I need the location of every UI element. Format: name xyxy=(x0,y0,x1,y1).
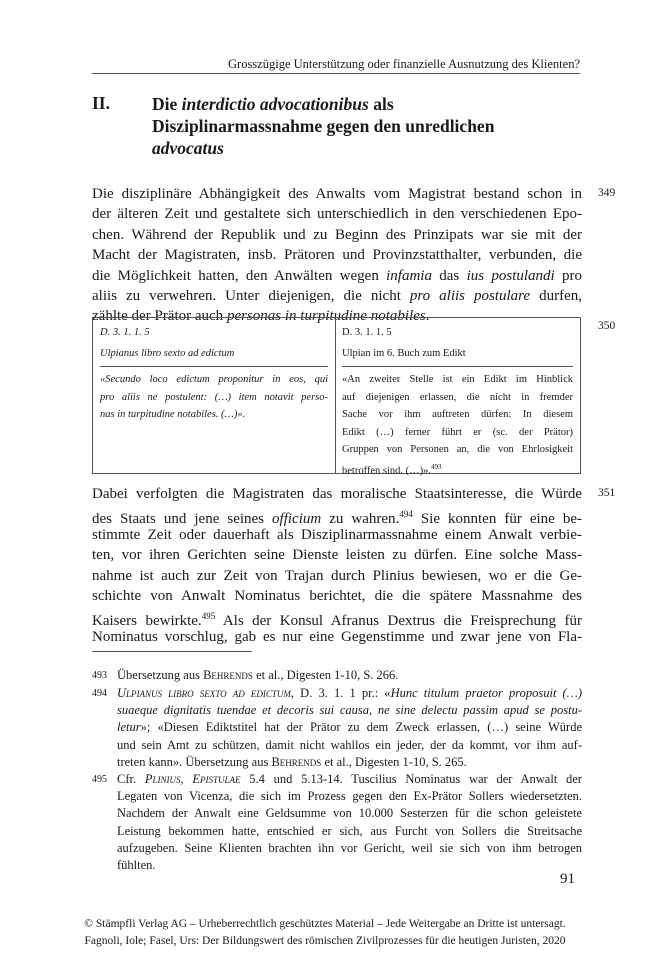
italic-term: officium xyxy=(272,511,322,528)
latin-quote: Hunc titulum praetor proposuit (…) xyxy=(390,686,582,700)
footnote-number: 495 xyxy=(92,774,107,785)
italic-term: infamia xyxy=(386,267,432,284)
section-title-part: Die xyxy=(152,94,182,114)
footnote-text: Nachdem der Anwalt eine Geldsumme von 10.000 Sesterzen für die schon geleistete xyxy=(117,806,582,821)
text-run: durfen, xyxy=(530,287,583,304)
footnote-text: 5.4 und 5.13-14. Tuscilius Nominatus war der Anwalt der xyxy=(240,772,582,786)
right-reference: D. 3. 1. 1. 5 xyxy=(342,327,392,338)
right-quote-line: Sache vor ihm auftreten dürfen: In diesem xyxy=(342,409,573,420)
table-right-cell xyxy=(342,324,573,480)
italic-term: personas in turpitudine notabiles xyxy=(226,308,426,325)
footnote-text: treten kann». Übersetzung aus xyxy=(117,754,272,769)
right-quote-line: «An zweiter Stelle ist ein Edikt im Hinblick xyxy=(342,374,573,385)
footnote-text: Cfr. xyxy=(117,772,145,786)
text-line: Die disziplinäre Abhängigkeit des Anwalts vom Magistrat bestand schon in xyxy=(92,186,582,202)
section-title-part: als xyxy=(368,94,394,114)
section-title-italic: advocatus xyxy=(152,138,224,158)
header-rule xyxy=(92,73,580,74)
source-name: Ulpianus libro sexto ad edictum xyxy=(117,686,291,700)
text-line xyxy=(92,606,583,630)
margin-number-349: 349 xyxy=(598,187,616,199)
footnote-text: fühlten. xyxy=(117,858,156,873)
text-line: der älteren Zeit und gestaltete sich unterschiedlich in den verschiedenen Epo- xyxy=(92,206,582,223)
section-title-line: Disziplinarmassnahme gegen den unredlichen xyxy=(152,116,495,136)
footnote-text: »; «Diesen Ediktstitel hat der Prätor zu dem Zweck erlassen, (…) seine Würde xyxy=(140,720,582,735)
footnote-number: 493 xyxy=(92,670,107,681)
footnote-text: , D. 3. 1. 1 pr.: « xyxy=(290,686,391,700)
text-run: pro xyxy=(554,267,582,284)
table-column-divider xyxy=(335,317,336,474)
italic-term: pro aliis postulare xyxy=(409,287,531,304)
right-quote-line: betroffen sind. (…)». xyxy=(342,465,432,476)
text-line: Dabei verfolgten die Magistraten das moralische Staatsinteresse, die Würde xyxy=(92,486,582,502)
right-source: Ulpian im 6. Buch zum Edikt xyxy=(342,347,466,359)
section-title xyxy=(152,93,552,159)
left-quote-line: pro aliis ne postulent: (…) item notavit perso- xyxy=(100,391,328,403)
text-run: des Staats und jene seines xyxy=(92,511,273,528)
footnote-rule xyxy=(92,651,252,652)
italic-term: ius postulandi xyxy=(466,267,555,284)
latin-quote: letur xyxy=(117,720,141,735)
author-name: Behrends xyxy=(203,668,253,682)
table-left-cell xyxy=(100,324,328,424)
right-quote-line: Edikt (…) ferner führt er (sc. der Prätor) xyxy=(342,426,573,438)
footnote-text: und sein Amt zu schützen, damit nicht wahllos ein jeder, der da kommt, vor ihm auf- xyxy=(117,737,582,752)
text-run: aliis zu verwehren. Unter diejenigen, die nicht xyxy=(92,287,410,304)
text-line: chen. Während der Republik und zu Beginn des Prinzipats war sie mit der xyxy=(92,226,582,243)
latin-quote: suaeque dignitatis tuendae et decoris sui causa, ne sine delectu passim apud se postu- xyxy=(117,703,582,718)
margin-number-351: 351 xyxy=(598,487,616,499)
text-line: Macht der Magistraten, insb. Prätoren und Provinzstatthalter, verbunden, die xyxy=(92,247,582,264)
footnote-text: Legaten von Vicenza, die sich im Prozess gegen den Ex-Prätor Sollers wiedersetzten. xyxy=(117,789,582,804)
text-line: ten, vor ihren Gerichten seine Dienste leisten zu dürfen. Eine solche Mass- xyxy=(92,547,582,564)
author-name: Behrends xyxy=(271,754,322,769)
footnote-ref-495[interactable]: 495 xyxy=(201,611,216,622)
footnote-text: et al., Digesten 1-10, S. 265. xyxy=(321,754,467,769)
footnote-ref-493[interactable]: 493 xyxy=(431,462,442,471)
footnote-text: Übersetzung aus xyxy=(117,668,204,682)
paragraph-351 xyxy=(92,484,582,647)
running-head: Grosszügige Unterstützung oder finanzielle Ausnutzung des Klienten? xyxy=(228,57,580,71)
left-quote-line: nas in turpitudine notabiles. (…)». xyxy=(100,409,246,420)
text-line: Nominatus vorschlug, gab es nur eine Gegenstimme und zwar jene von Fla- xyxy=(92,628,582,645)
footnote-493 xyxy=(92,667,582,684)
page-number: 91 xyxy=(560,871,575,887)
left-source: Ulpianus libro sexto ad edictum xyxy=(100,347,235,359)
text-line xyxy=(92,266,582,286)
section-number: II. xyxy=(92,93,110,113)
paragraph-349 xyxy=(92,184,582,327)
footnote-495 xyxy=(92,771,582,874)
footnote-text: aufzugeben. Seine Klienten brachten ihn vor Gericht, weil sie sich von ihm betrogen xyxy=(117,840,582,855)
text-run: das xyxy=(431,267,467,284)
text-run: zu wahren. xyxy=(321,511,400,528)
copyright-notice: © Stämpfli Verlag AG – Urheberrechtlich geschütztes Material – Jede Weitergabe an Dritte ist untersagt. xyxy=(84,918,566,930)
text-run: Als der Konsul Afranus Dextrus die Freisprechung für xyxy=(215,613,583,630)
margin-number-350: 350 xyxy=(598,320,616,332)
footnote-494 xyxy=(92,685,582,771)
text-run: zählte der Prätor auch xyxy=(92,308,227,325)
right-quote-line: Gruppen von Personen an, die von Ehrlosigkeit xyxy=(342,444,573,455)
source-name: Plinius, Epistulae xyxy=(144,772,241,786)
text-line xyxy=(92,286,582,306)
footnote-text: et al., Digesten 1-10, S. 266. xyxy=(252,668,399,682)
footnote-number: 494 xyxy=(92,688,107,699)
text-run: Sie konnten für eine be- xyxy=(412,511,583,528)
text-line: stimmte Zeit oder dauerhaft als Disziplinarmassnahme einem Anwalt verbie- xyxy=(92,526,582,543)
section-title-italic: interdictio advocationibus xyxy=(181,94,369,114)
text-line xyxy=(92,504,583,528)
footnote-ref-494[interactable]: 494 xyxy=(399,509,413,520)
left-quote-line: «Secundo loco edictum proponitur in eos, qui xyxy=(100,374,328,385)
citation-line: Fagnoli, Iole; Fasel, Urs: Der Bildungswert des römischen Zivilprozesses für die heutigen Juristen, 2020 xyxy=(84,935,566,947)
left-reference: D. 3. 1. 1. 5 xyxy=(100,327,150,338)
right-quote-line: auf diejenigen erlassen, die nicht in fremder xyxy=(342,391,573,403)
footnote-text: Leistung bekommen hatte, entschied er sich, aus Furcht von Sollers die Streitsache xyxy=(117,823,582,838)
text-run: Kaisers bewirkte. xyxy=(92,613,202,630)
text-run: . xyxy=(425,308,430,325)
text-line: schichte von Anwalt Nominatus berichtet, die die spätere Massnahme des xyxy=(92,587,582,604)
text-run: die Möglichkeit hatten, den Anwälten wegen xyxy=(92,267,387,284)
text-line: nahme ist auch zur Zeit von Trajan durch Plinius bewiesen, wo er die Ge- xyxy=(92,567,582,584)
